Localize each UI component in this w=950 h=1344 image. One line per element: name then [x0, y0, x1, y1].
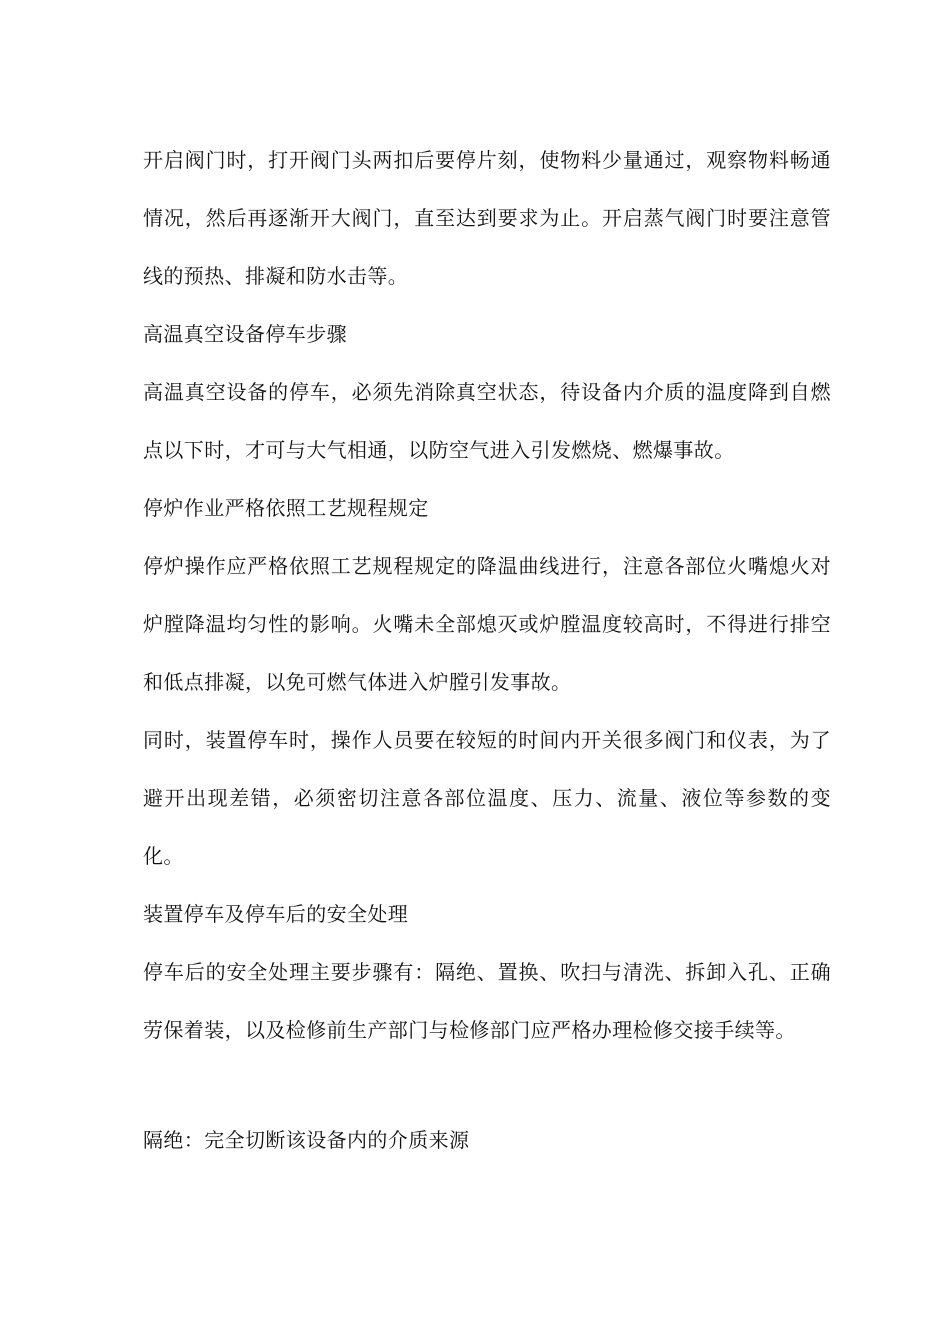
heading-vacuum-shutdown: 高温真空设备停车步骤 — [143, 322, 347, 346]
paragraph-safety-steps: 停车后的安全处理主要步骤有：隔绝、置换、吹扫与清洗、拆卸入孔、正确劳保着装，以及检修前生产部门与检修部门应严格办理检修交接手续等。 — [143, 960, 831, 1042]
heading-isolation: 隔绝：完全切断该设备内的介质来源 — [143, 1128, 470, 1152]
paragraph-furnace-shutdown: 停炉操作应严格依照工艺规程规定的降温曲线进行，注意各部位火嘴熄火对炉膛降温均匀性的影响。火嘴未全部熄灭或炉膛温度较高时，不得进行排空和低点排凝，以免可燃气体进入炉膛引发事故。 — [143, 554, 831, 694]
paragraph-vacuum-shutdown: 高温真空设备的停车，必须先消除真空状态，待设备内介质的温度降到自燃点以下时，才可与大气相通，以防空气进入引发燃烧、燃爆事故。 — [143, 380, 831, 462]
paragraph-operator-attention: 同时，装置停车时，操作人员要在较短的时间内开关很多阀门和仪表，为了避开出现差错，必须密切注意各部位温度、压力、流量、液位等参数的变化。 — [143, 728, 831, 868]
paragraph-valve-opening: 开启阀门时，打开阀门头两扣后要停片刻，使物料少量通过，观察物料畅通情况，然后再逐渐开大阀门，直至达到要求为止。开启蒸气阀门时要注意管线的预热、排凝和防水击等。 — [143, 148, 831, 288]
heading-furnace-shutdown: 停炉作业严格依照工艺规程规定 — [143, 496, 429, 520]
heading-safety-handling: 装置停车及停车后的安全处理 — [143, 902, 409, 926]
